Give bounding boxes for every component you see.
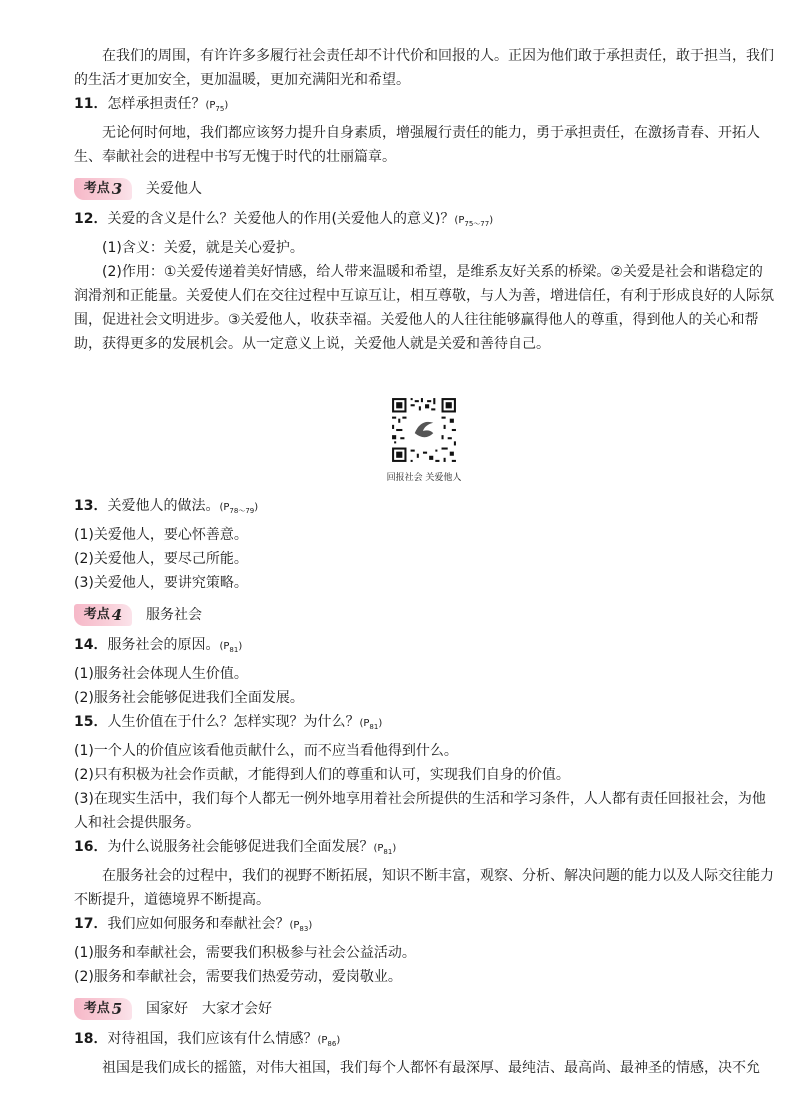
question-number: 18．: [74, 1031, 108, 1047]
section-title: 关爱他人: [146, 181, 202, 197]
question-text: 关爱的含义是什么？关爱他人的作用(关爱他人的意义)？: [107, 211, 455, 227]
answer-12-part-2: (2)作用：①关爱传递着美好情感，给人带来温暖和希望，是维系友好关系的桥梁。②关爱是社会和谐稳定的润滑剂和正能量。关爱使人们在交往过程中互谅互让，相互尊敬，与人为善，增进信任，有利于形成良好的人际氛围，促进社会文明进步。③关爱他人，收获幸福。关爱他人的人往往能够赢得他人的尊重，得到他人的关心和帮助，获得更多的发展机会。从一定意义上说，关爱他人就是关爱和善待自己。: [74, 264, 774, 352]
question-number: 16．: [74, 839, 108, 855]
question-13: [74, 494, 774, 523]
page-reference: $(P_{78\sim 79})$: [219, 502, 259, 515]
page-reference: $(P_{75})$: [205, 100, 229, 113]
section-5-header: [74, 997, 774, 1021]
page-reference: $(P_{81})$: [219, 641, 243, 654]
answer-14-item: (2)服务社会能够促进我们全面发展。: [74, 690, 304, 706]
section-badge: 考点 3: [74, 178, 132, 200]
question-18: [74, 1027, 774, 1056]
section-3-header: [74, 177, 774, 201]
answer-14-item: (1)服务社会体现人生价值。: [74, 666, 248, 682]
answer-13-item: (3)关爱他人，要讲究策略。: [74, 575, 248, 591]
document-content: [74, 44, 774, 1080]
question-number: 11．: [74, 96, 108, 112]
question-number: 13．: [74, 498, 108, 514]
qr-code-block: [74, 396, 774, 490]
page-reference: $(P_{86})$: [317, 1035, 341, 1048]
question-14: [74, 633, 774, 662]
question-text: 怎样承担责任？: [107, 96, 206, 112]
section-4-header: [74, 603, 774, 627]
question-number: 15．: [74, 714, 108, 730]
question-text: 服务社会的原因。: [107, 637, 220, 653]
answer-15-item: (3)在现实生活中，我们每个人都无一例外地享用着社会所提供的生活和学习条件，人人都有责任回报社会，为他人和社会提供服务。: [74, 791, 766, 831]
question-text: 对待祖国，我们应该有什么情感？: [107, 1031, 318, 1047]
section-badge: 考点 4: [74, 604, 132, 626]
question-15: [74, 710, 774, 739]
page-reference: $(P_{83})$: [289, 920, 313, 933]
section-badge: 考点 5: [74, 998, 132, 1020]
qr-caption: 回报社会 关爱他人: [386, 473, 462, 483]
answer-17-item: (2)服务和奉献社会，需要我们热爱劳动，爱岗敬业。: [74, 969, 402, 985]
answer-16: 在服务社会的过程中，我们的视野不断拓展，知识不断丰富，观察、分析、解决问题的能力以及人际交往能力不断提升，道德境界不断提高。: [74, 868, 774, 908]
qr-code-icon[interactable]: [390, 396, 458, 464]
intro-paragraph: 在我们的周围，有许许多多履行社会责任却不计代价和回报的人。正因为他们敢于承担责任，敢于担当，我们的生活才更加安全，更加温暖，更加充满阳光和希望。: [74, 48, 774, 88]
page-reference: $(P_{81})$: [373, 843, 397, 856]
question-17: [74, 912, 774, 941]
answer-18: 祖国是我们成长的摇篮，对伟大祖国，我们每个人都怀有最深厚、最纯洁、最高尚、最神圣的情感，决不允: [102, 1060, 760, 1076]
answer-15-item: (1)一个人的价值应该看他贡献什么，而不应当看他得到什么。: [74, 743, 458, 759]
page-reference: $(P_{75\sim 77})$: [454, 215, 494, 228]
question-12: [74, 207, 774, 236]
question-text: 人生价值在于什么？怎样实现？为什么？: [107, 714, 360, 730]
question-16: [74, 835, 774, 864]
answer-11: 无论何时何地，我们都应该努力提升自身素质，增强履行责任的能力，勇于承担责任，在激扬青春、开拓人生、奉献社会的进程中书写无愧于时代的壮丽篇章。: [74, 125, 760, 165]
answer-15-item: (2)只有积极为社会作贡献，才能得到人们的尊重和认可，实现我们自身的价值。: [74, 767, 570, 783]
answer-17-item: (1)服务和奉献社会，需要我们积极参与社会公益活动。: [74, 945, 416, 961]
question-number: 14．: [74, 637, 108, 653]
page-reference: $(P_{81})$: [359, 718, 383, 731]
question-text: 关爱他人的做法。: [107, 498, 220, 514]
section-title: 国家好 大家才会好: [146, 1001, 272, 1017]
question-text: 为什么说服务社会能够促进我们全面发展？: [107, 839, 374, 855]
question-number: 12．: [74, 211, 108, 227]
question-11: [74, 92, 774, 121]
question-text: 我们应如何服务和奉献社会？: [107, 916, 290, 932]
answer-13-item: (1)关爱他人，要心怀善意。: [74, 527, 248, 543]
section-title: 服务社会: [146, 607, 202, 623]
answer-13-item: (2)关爱他人，要尽己所能。: [74, 551, 248, 567]
answer-12-part-1: (1)含义：关爱，就是关心爱护。: [102, 240, 304, 256]
question-number: 17．: [74, 916, 108, 932]
